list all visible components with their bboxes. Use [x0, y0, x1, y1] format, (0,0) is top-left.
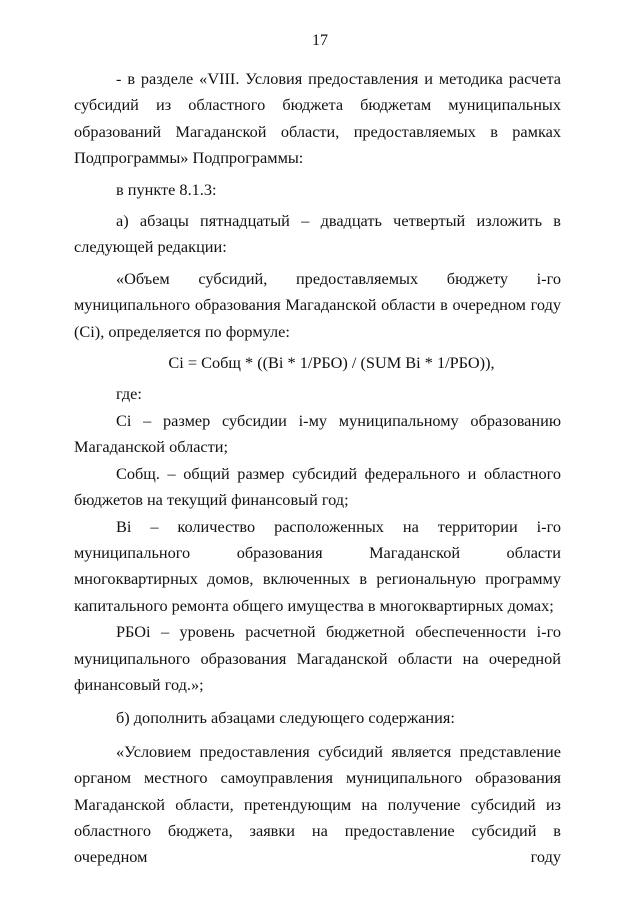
- intro-paragraph: - в разделе «VIII. Условия предоставления и методика расчета субсидий из областного бюджета бюджетам муниципальных образований Магаданской области, предоставляемых в рамках Подпрограммы» Подпрограммы:: [74, 69, 561, 168]
- item-b-paragraph: б) дополнить абзацами следующего содержания:: [116, 708, 455, 728]
- item-a-paragraph: а) абзацы пятнадцатый – двадцать четвертый изложить в следующей редакции:: [74, 211, 561, 257]
- condition-paragraph: «Условием предоставления субсидий является представление органом местного самоуправления муниципального образования Магаданской области, претендующим на получение субсидий из областного бюджета, заявки на предоставление субсидий в очередном году: [74, 741, 561, 867]
- definitions-list: [74, 408, 561, 698]
- point-label: в пункте 8.1.3:: [116, 179, 217, 199]
- where-label: где:: [116, 384, 142, 404]
- quote-opening-paragraph: «Объем субсидий, предоставляемых бюджету i-го муниципального образования Магаданской области в очередном году (Ci), определяется по формуле:: [74, 268, 561, 341]
- page-number: 17: [312, 32, 328, 49]
- formula: Ci = Собщ * ((Bi * 1/РБО) / (SUM Bi * 1/РБО)),: [168, 353, 495, 373]
- definition-sobsch: Собщ. – общий размер субсидий федерального и областного бюджетов на текущий финансовый год;: [74, 463, 561, 510]
- definition-rboi: РБОi – уровень расчетной бюджетной обеспеченности i-го муниципального образования Магаданской области на очередной финансовый год.»;: [74, 622, 561, 694]
- definition-bi: Bi – количество расположенных на территории i-го муниципального образования Магаданской области многоквартирных домов, включенных в региональную программу капитального ремонта общего имущества в многоквартирных домах;: [74, 516, 561, 615]
- document-body: [74, 66, 561, 871]
- definition-ci: Ci – размер субсидии i-му муниципальному образованию Магаданской области;: [74, 410, 561, 457]
